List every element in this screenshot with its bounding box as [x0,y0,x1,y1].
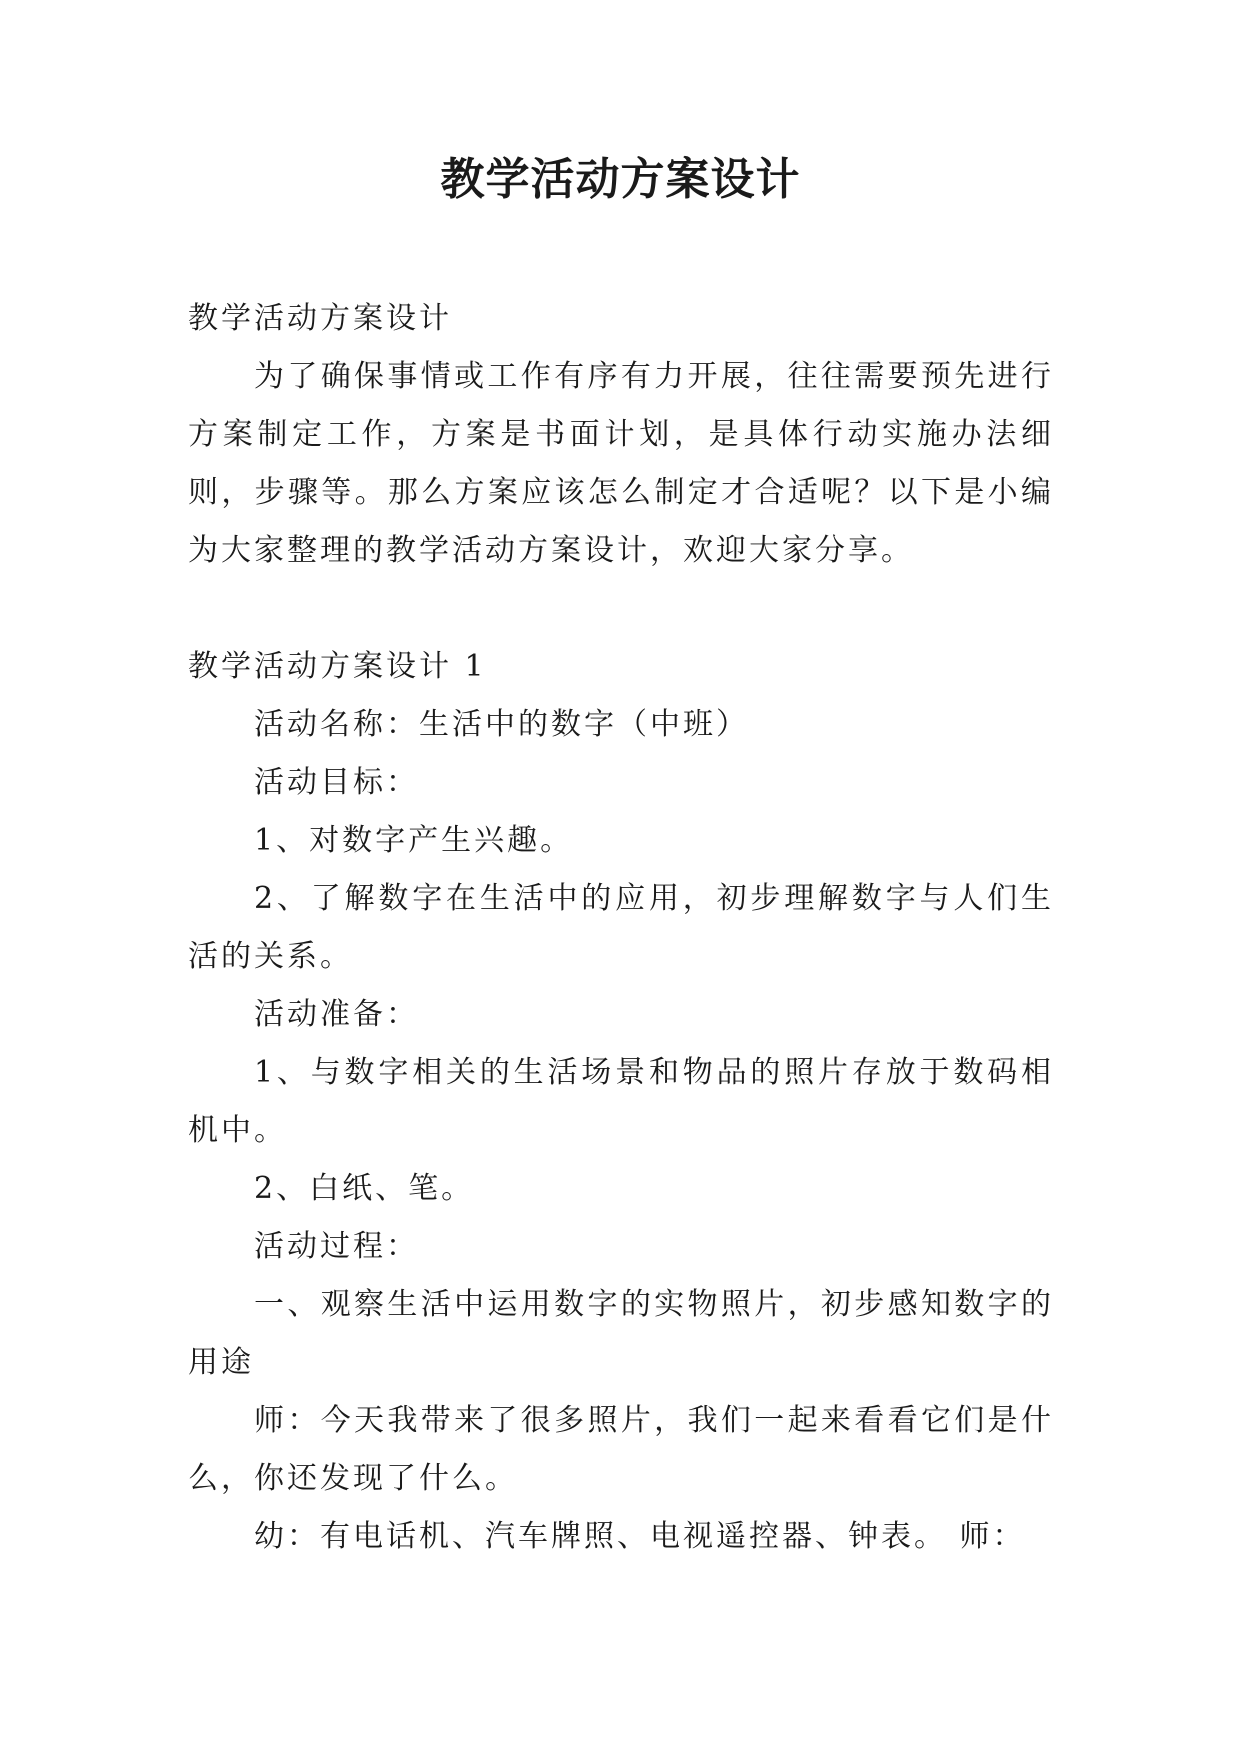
prep-item-2: 2、白纸、笔。 [254,1171,475,1206]
section-heading: 教学活动方案设计 [188,301,452,336]
teacher-line: 师：今天我带来了很多照片，我们一起来看看它们是什么，你还发现了什么。 [188,1403,1054,1496]
child-line: 幼：有电话机、汽车牌照、电视遥控器、钟表。 师： [254,1519,1026,1554]
prep-item-1: 1、与数字相关的生活场景和物品的照片存放于数码相机中。 [188,1055,1054,1148]
paragraph-gap [188,580,1054,638]
activity-process-label: 活动过程： [254,1229,419,1264]
section-heading-1: 教学活动方案设计 1 [188,649,487,684]
activity-name: 活动名称：生活中的数字（中班） [254,707,749,742]
document-body [188,290,1054,1566]
goal-item-1: 1、对数字产生兴趣。 [254,823,574,858]
process-step-1: 一、观察生活中运用数字的实物照片，初步感知数字的用途 [188,1287,1054,1380]
document-title: 教学活动方案设计 [440,154,801,205]
activity-goals-label: 活动目标： [254,765,419,800]
intro-paragraph: 为了确保事情或工作有序有力开展，往往需要预先进行方案制定工作，方案是书面计划，是具体行动实施办法细则，步骤等。那么方案应该怎么制定才合适呢？以下是小编为大家整理的教学活动方案设计，欢迎大家分享。 [188,359,1054,568]
goal-item-2: 2、了解数字在生活中的应用，初步理解数字与人们生活的关系。 [188,881,1054,974]
activity-prep-label: 活动准备： [254,997,419,1032]
